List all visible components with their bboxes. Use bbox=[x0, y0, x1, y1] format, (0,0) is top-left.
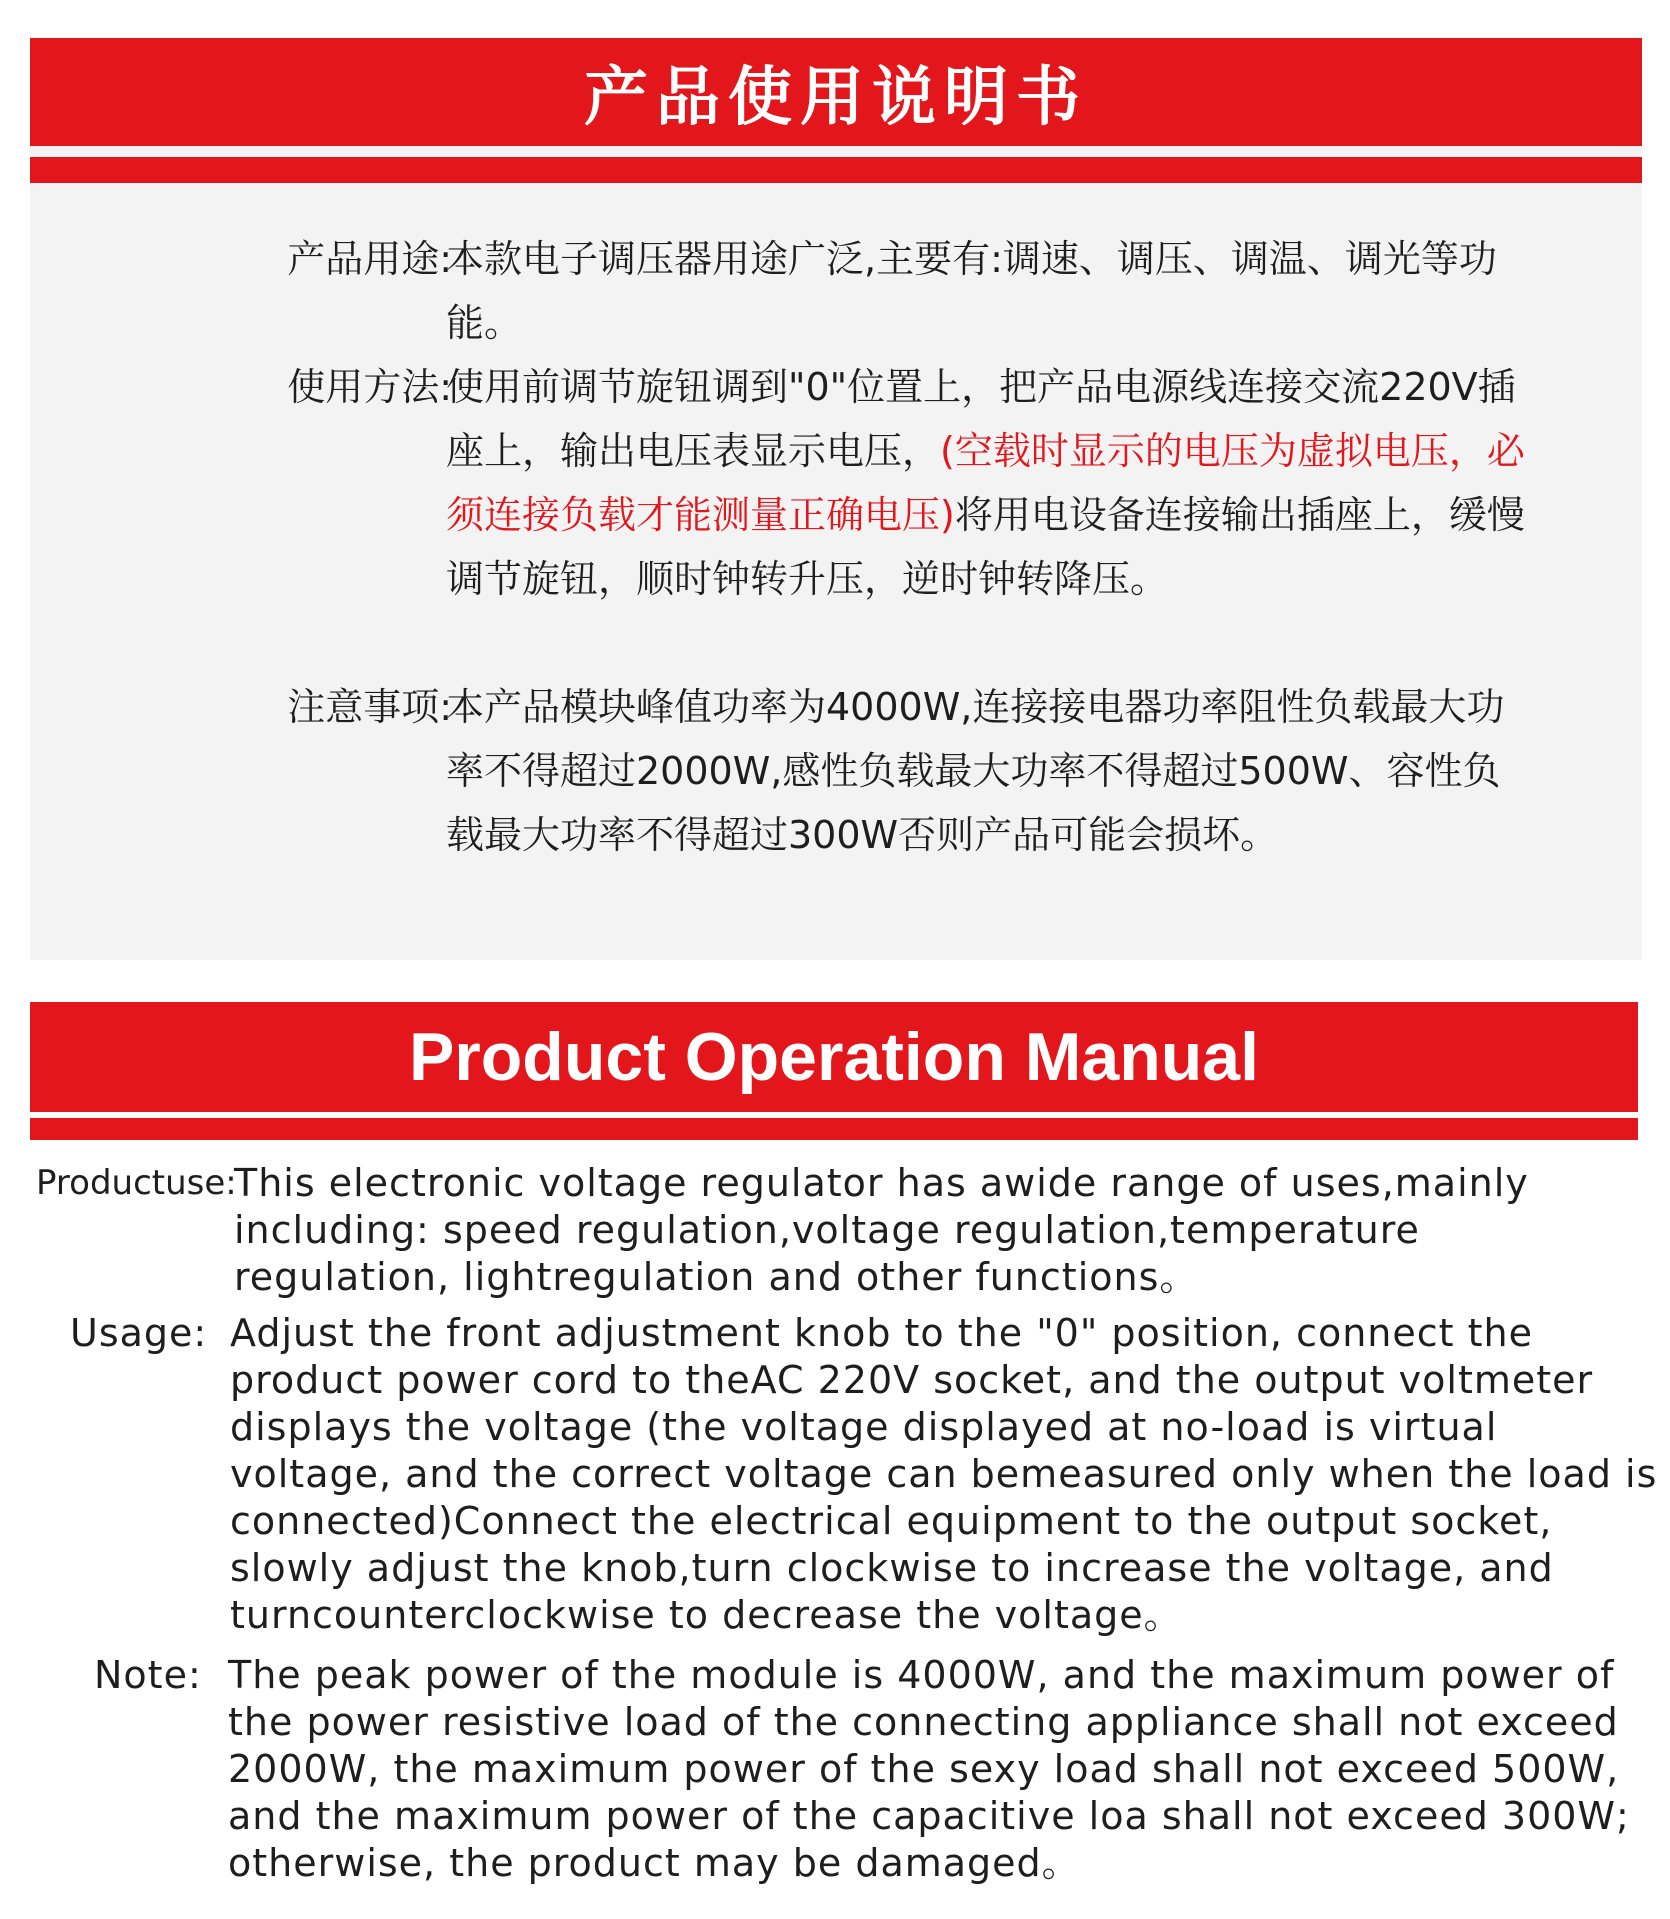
section-label: Productuse: bbox=[36, 1163, 237, 1203]
section-text bbox=[446, 355, 1531, 611]
chinese-title-underline-stripe bbox=[30, 157, 1642, 183]
section-text: Adjust the front adjustment knob to the "0" position, connect the product power cord to theAC 220V socket, and the output voltmeter displays the voltage (the voltage displayed at no-load is virtual voltage, and the correct voltage can bemeasured only when the load is connected)Connect the electrical equipment to the output socket, slowly adjust the knob,turn clockwise to increase the voltage, and turncounterclockwise to decrease the voltage。 bbox=[230, 1311, 1658, 1637]
usage-text-after: 将用电设备连接输出插座上，缓慢调节旋钮，顺时钟转升压，逆时钟转降压。 bbox=[446, 493, 1525, 601]
section-label: Note: bbox=[94, 1653, 202, 1697]
chinese-title-banner bbox=[30, 38, 1642, 146]
section-label: 产品用途: bbox=[287, 237, 452, 281]
section-text: 本款电子调压器用途广泛,主要有:调速、调压、调温、调光等功能。 bbox=[446, 237, 1497, 345]
section-text: This electronic voltage regulator has awide range of uses,mainly including: speed regulation,voltage regulation,temperature regulation, lightregulation and other functions。 bbox=[234, 1161, 1529, 1299]
section-label: 使用方法: bbox=[287, 365, 452, 409]
usage-warning-text: (空载时显示的电压为虚拟电压，必须连接负载才能测量正确电压) bbox=[446, 429, 1525, 537]
chinese-title: 产品使用说明书 bbox=[584, 61, 1088, 135]
section-label: Usage: bbox=[70, 1311, 208, 1355]
section-text: 本产品模块峰值功率为4000W,连接接电器功率阻性负载最大功率不得超过2000W,感性负载最大功率不得超过500W、容性负载最大功率不得超过300W否则产品可能会损坏。 bbox=[446, 685, 1505, 857]
english-title-underline-stripe bbox=[30, 1118, 1638, 1140]
section-text: The peak power of the module is 4000W, and the maximum power of the power resistive load of the connecting appliance shall not exceed 2000W, the maximum power of the sexy load shall not exceed 500W, and the maximum power of the capacitive loa shall not exceed 300W; otherwise, the product may be damaged。 bbox=[228, 1653, 1630, 1885]
chinese-manual-section bbox=[30, 38, 1642, 960]
english-title-banner bbox=[30, 1002, 1638, 1112]
section-label: 注意事项: bbox=[287, 685, 452, 729]
usage-text-before: 使用前调节旋钮调到"0"位置上，把产品电源线连接交流220V插座上，输出电压表显示电压， bbox=[446, 365, 1516, 473]
english-title: Product Operation Manual bbox=[408, 1019, 1260, 1095]
